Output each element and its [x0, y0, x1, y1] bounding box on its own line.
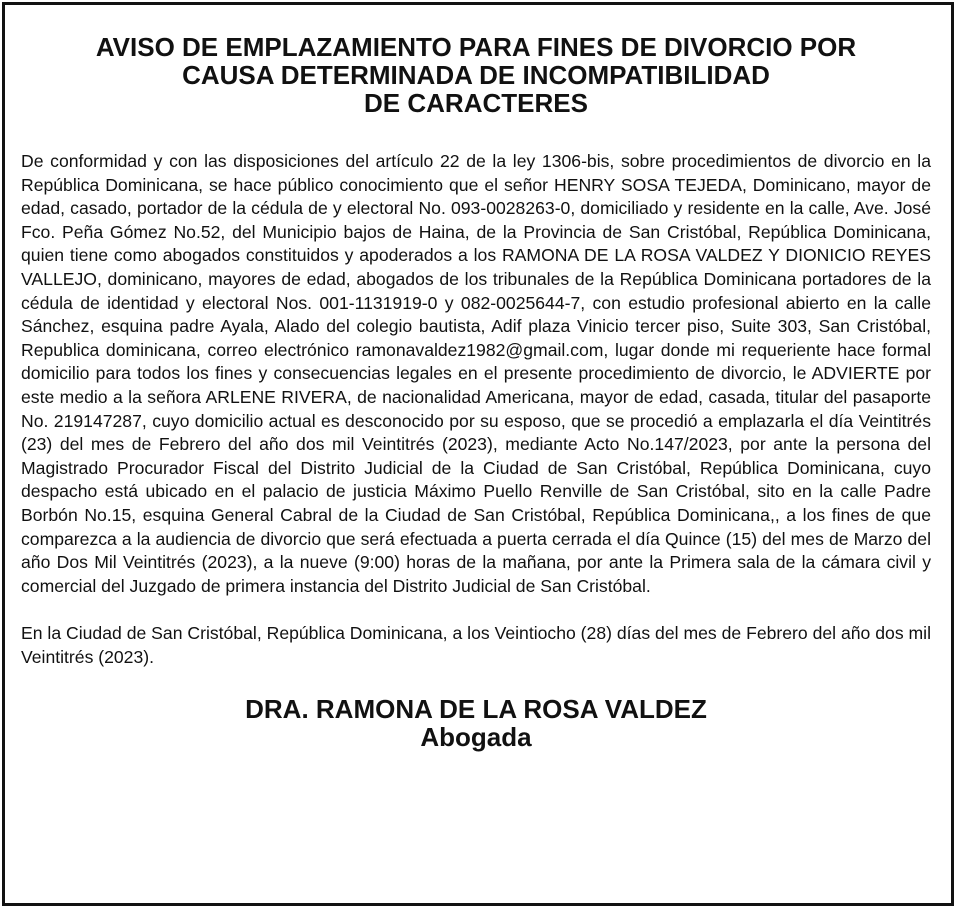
signature-block	[21, 695, 931, 751]
notice-frame	[2, 2, 954, 906]
title-line-1: AVISO DE EMPLAZAMIENTO PARA FINES DE DIVORCIO POR	[95, 32, 857, 62]
notice-closing-paragraph: En la Ciudad de San Cristóbal, República Dominicana, a los Veintiocho (28) días del mes de Febrero del año dos mil Veintitrés (2023).	[21, 623, 931, 667]
notice-body-paragraph: De conformidad y con las disposiciones del artículo 22 de la ley 1306-bis, sobre procedimientos de divorcio en la República Dominicana, se hace público conocimiento que el señor HENRY SOSA TEJEDA, Dominicano, mayor de edad, casado, portador de la cédula de y electoral No. 093-0028263-0, domiciliado y residente en la calle, Ave. José Fco. Peña Gómez No.52, del Municipio bajos de Haina, de la Provincia de San Cristóbal, República Dominicana, quien tiene como abogados constituidos y apoderados a los RAMONA DE LA ROSA VALDEZ Y DIONICIO REYES VALLEJO, dominicano, mayores de edad, abogados de los tribunales de la República Dominicana portadores de la cédula de identidad y electoral Nos. 001-1131919-0 y 082-0025644-7, con estudio profesional abierto en la calle Sánchez, esquina padre Ayala, Alado del colegio bautista, Adif plaza Vinicio tercer piso, Suite 303, San Cristóbal, Republica dominicana, correo electrónico ramonavaldez1982@gmail.com, lugar donde mi requeriente hace formal domicilio para todos los fines y consecuencias legales en el presente procedimiento de divorcio, le ADVIERTE por este medio a la señora ARLENE RIVERA, de nacionalidad Americana, mayor de edad, casada, titular del pasaporte No. 219147287, cuyo domicilio actual es desconocido por su esposo, que se procedió a emplazarla el día Veintitrés (23) del mes de Febrero del año dos mil Veintitrés (2023), mediante Acto No.147/2023, por ante la persona del Magistrado Procurador Fiscal del Distrito Judicial de la Ciudad de San Cristóbal, República Dominicana, cuyo despacho está ubicado en el palacio de justicia Máximo Puello Renville de San Cristóbal, sito en la calle Padre Borbón No.15, esquina General Cabral de la Ciudad de San Cristóbal, República Dominicana,, a los fines de que comparezca a la audiencia de divorcio que será efectuada a puerta cerrada el día Quince (15) del mes de Marzo del año Dos Mil Veintitrés (2023), a la nueve (9:00) horas de la mañana, por ante la Primera sala de la cámara civil y comercial del Juzgado de primera instancia del Distrito Judicial de San Cristóbal.	[21, 151, 931, 596]
title-line-2: CAUSA DETERMINADA DE INCOMPATIBILIDAD	[182, 60, 770, 90]
signature-role: Abogada	[420, 722, 532, 753]
notice-content	[21, 33, 931, 751]
notice-title	[21, 33, 931, 117]
title-line-3: DE CARACTERES	[364, 88, 588, 118]
signature-name: DRA. RAMONA DE LA ROSA VALDEZ	[245, 694, 707, 725]
